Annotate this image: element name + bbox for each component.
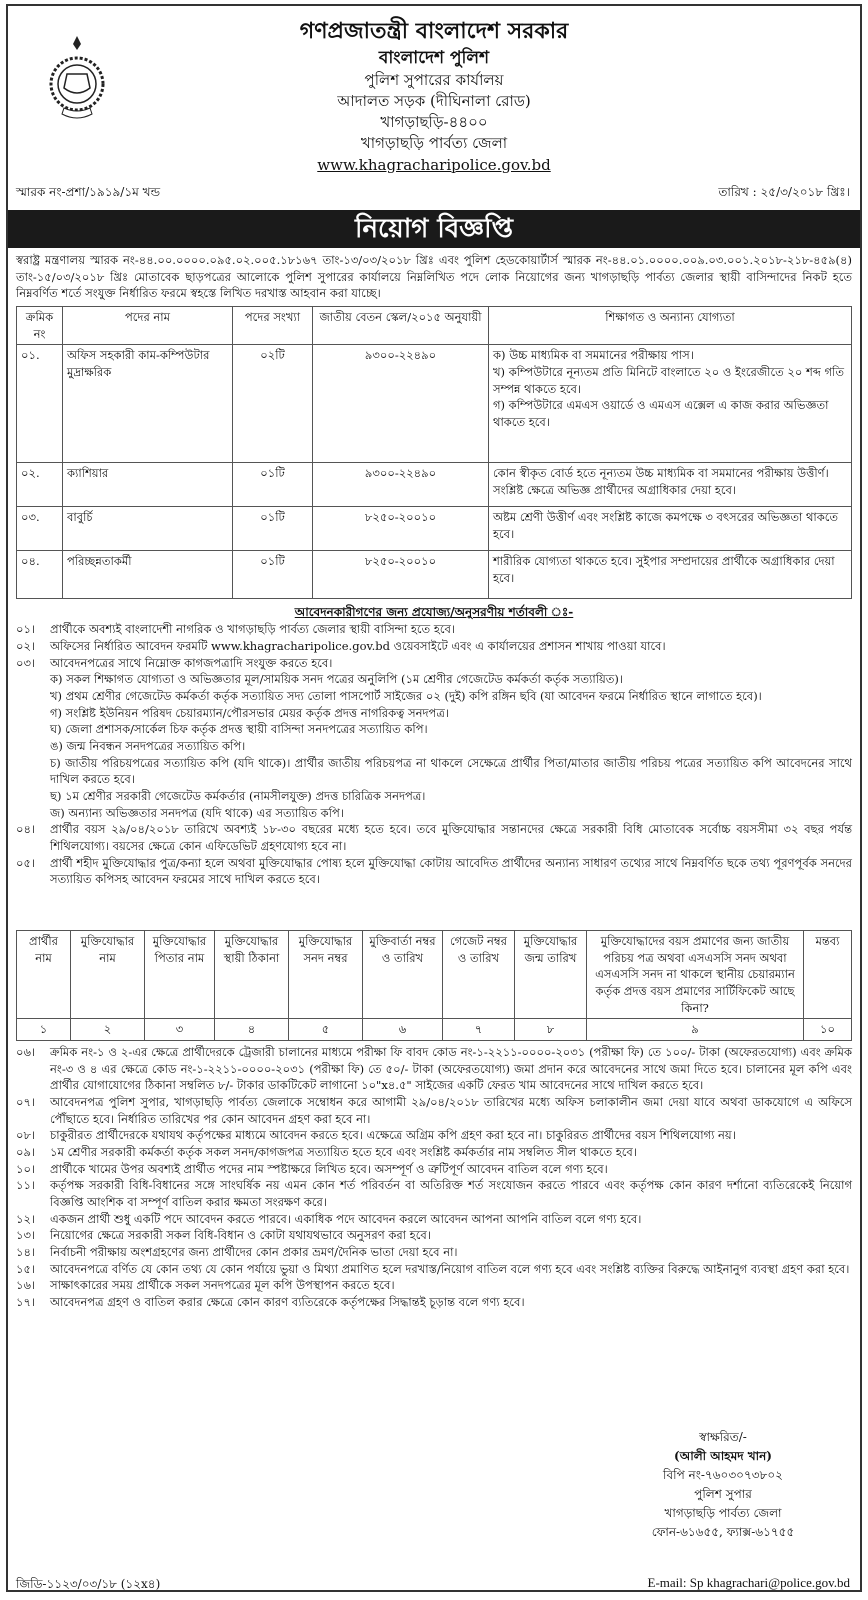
col-post-name: পদের নাম: [63, 307, 233, 345]
document-item: জ) অন্যান্য অভিজ্ঞতার সনদপত্র (যদি থাকে) এর সত্যায়িত কপি।: [50, 805, 344, 820]
condition-text: প্রার্থী শহীদ মুক্তিযোদ্ধার পুত্র/কন্যা হলে অথবা মুক্তিযোদ্ধার পোষ্য হলে মুক্তিযোদ্ধা কোটায় আবেদিত প্রার্থীদের অন্যান্য সাধারণ তথ্যের সাথে নিম্নবর্ণিত ছকে তথ্য পূরণপূর্বক সনদের সত্যায়িত কপিসহ আবেদন ফরমের সাথে দাখিল করতে হবে।: [50, 855, 852, 887]
ff-col: মুক্তিযোদ্ধার নাম: [71, 931, 145, 1019]
condition-text: প্রার্থীকে খামের উপর অবশ্যই প্রার্থীত পদের নাম স্পষ্টাক্ষরে লিখিত হবে। অসম্পূর্ণ ও ত্রুটিপূর্ণ আবেদন বাতিল বলে গণ্য হবে।: [50, 1161, 608, 1176]
condition-item: [16, 1244, 852, 1261]
ff-col: মুক্তিবার্তা নম্বর ও তারিখ: [363, 931, 443, 1019]
condition-number: ০৫।: [16, 855, 36, 870]
condition-number: ০৬।: [16, 1045, 36, 1059]
bp-number: বিপি নং-৭৬০৩০৭৩৮০২: [663, 1468, 783, 1482]
condition-text: আবেদনপত্র পুলিশ সুপার, খাগড়াছড়ি পার্বত্য জেলাকে সম্বোধন করে আগামী ২৯/০৪/২০১৮ তারিখের মধ্যে অফিস চলাকালীন জমা দেয়া যাবে অথবা ডাকযোগে এ অফিসে পৌঁছাতে হবে। নির্ধারিত তারিখের পর কোন আবেদন গ্রহণ করা হবে না।: [50, 1095, 852, 1126]
ff-number-row: [17, 1019, 852, 1041]
ff-col-number: ৬: [363, 1019, 443, 1041]
intro-paragraph: স্বরাষ্ট্র মন্ত্রণালয় স্মারক নং-৪৪.০০.০০০০.০৯৫.০২.০০৫.১৮১৬৭ তাং-১৩/০৩/২০১৮ খ্রিঃ এবং পুলিশ হেডকোয়ার্টার্স স্মারক নং-৪৪.০১.০০০০.০০৯.০৩.০০১.২০১৮-২১৮-৪৫৯(৪) তাং-১৫/০৩/২০১৮ খ্রিঃ মোতাবেক ছাড়পত্রের আলোকে পুলিশ সুপারের কার্যালয়ে নিম্নলিখিত পদে লোক নিয়োগের জন্য খাগড়াছড়ি পার্বত্য জেলার স্থায়ী বাসিন্দাদের নিকট হতে নিম্নবর্ণিত শর্তে সংযুক্ত নির্ধারিত ফরমে স্বহস্তে লিখিত দরখাস্ত আহবান করা যাচ্ছে।: [16, 253, 852, 301]
letterhead: [8, 16, 860, 176]
condition-number: ০১।: [16, 622, 36, 637]
ff-col-number: ৯: [587, 1019, 804, 1041]
ff-col: গেজেট নম্বর ও তারিখ: [443, 931, 515, 1019]
condition-number: ১৫।: [16, 1261, 36, 1276]
condition-item: [16, 621, 852, 638]
ff-col: মুক্তিযোদ্ধার জন্ম তারিখ: [515, 931, 587, 1019]
row-scale: ৯৩০০-২২৪৯০: [313, 345, 489, 463]
signatory-district: খাগড়াছড়ি পার্বত্য জেলা: [664, 1506, 782, 1520]
ff-table-header: [17, 931, 852, 1019]
row-count: ০১টি: [233, 463, 313, 507]
condition-number: ০৮।: [16, 1128, 36, 1143]
conditions-heading: আবেদনকারীগণের জন্য প্রযোজ্য/অনুসরণীয় শর্তাবলী ঃ-: [294, 605, 574, 619]
condition-item: [16, 1211, 852, 1228]
condition-text: কর্তৃপক্ষ সরকারী বিধি-বিধানের সঙ্গে সাংঘর্ষিক নয় এমন কোন শর্ত পরিবর্তন বা অতিরিক্ত শর্ত সংযোজন করতে পারবে এবং কর্তৃপক্ষ কোন কারণ দর্শানো ব্যতিরেকেই নিয়োগ বিজ্ঞপ্তি আংশিক বা সম্পূর্ণ বাতিল করার ক্ষমতা সংরক্ষণ করে।: [50, 1178, 852, 1210]
signature-block: [598, 1428, 848, 1542]
condition-number: ১২।: [16, 1211, 36, 1226]
conditions-section-a: [16, 604, 852, 888]
row-qualification: কোন স্বীকৃত বোর্ড হতে নূন্যতম উচ্চ মাধ্যমিক বা সমমানের পরীক্ষায় উত্তীর্ণ। সংশ্লিষ্ট ক্ষেত্রে অভিজ্ঞ প্রার্থীদের অগ্রাধিকার দেয়া হবে।: [489, 463, 852, 507]
document-item: চ) জাতীয় পরিচয়পত্রের সত্যায়িত কপি (যদি থাকে)। প্রার্থীর জাতীয় পরিচয়পত্র না থাকলে সেক্ষেত্রে প্রার্থীর পিতা/মাতার জাতীয় পরিচয় পত্রের সত্যায়িত কপি আবেদনের সাথে দাখিল করতে হবে।: [50, 755, 852, 787]
issue-date: তারিখ : ২৫/৩/২০১৮ খ্রিঃ।: [718, 185, 850, 199]
condition-item: [16, 1127, 852, 1144]
signed-label: স্বাক্ষরিত/-: [699, 1430, 747, 1444]
freedom-fighter-table: [16, 930, 852, 1041]
condition-text: ক্রমিক নং-১ ও ২-এর ক্ষেত্রে প্রার্থীদেরকে ট্রেজারী চালানের মাধ্যমে পরীক্ষা ফি বাবদ কোড নং-১-২২১১-০০০০-২০৩১ (পরীক্ষা ফি) তে ১০০/- টাকা (অফেরতযোগ্য) এবং ক্রমিক নং-৩ ও ৪ এর ক্ষেত্রে কোড নং-১-২২১১-০০০০-২০৩১ (পরীক্ষা ফি) তে ৫০/- টাকা (অফেরতযোগ্য) জমা প্রদান করে আবেদনের সাথে জমা দিতে হবে। চালানের মূল কপি এবং প্রার্থীর যোগাযোগের ঠিকানা সম্বলিত ৮/- টাকার ডাকটিকেট লাগানো ১০"x৪.৫" সাইজের একটি ফেরত খাম আবেদনের সাথে দাখিল করতে হবে।: [50, 1045, 852, 1093]
government-name: গণপ্রজাতন্ত্রী বাংলাদেশ সরকার: [299, 18, 569, 44]
condition-item: [16, 855, 852, 888]
posts-table: [16, 306, 852, 599]
condition-text: নিয়োগের ক্ষেত্রে সরকারী সকল বিধি-বিধান ও কোটা যথাযথভাবে অনুসরণ করা হবে।: [50, 1228, 431, 1243]
ff-col: মন্তব্য: [804, 931, 852, 1019]
col-serial: ক্রমিক নং: [17, 307, 63, 345]
conditions-section-c: [16, 1044, 852, 1311]
ff-col-number: ৪: [215, 1019, 289, 1041]
posts-table-header: [17, 307, 852, 345]
condition-item: [16, 1277, 852, 1294]
condition-item: [16, 1044, 852, 1094]
col-post-count: পদের সংখ্যা: [233, 307, 313, 345]
department-name: বাংলাদেশ পুলিশ: [378, 48, 490, 68]
row-count: ০১টি: [233, 507, 313, 551]
condition-number: ০৯।: [16, 1145, 36, 1160]
ff-col-number: ১: [17, 1019, 71, 1041]
notice-title: নিয়োগ বিজ্ঞপ্তি: [8, 210, 860, 248]
condition-item: [16, 821, 852, 854]
condition-item: [16, 1227, 852, 1244]
col-pay-scale: জাতীয় বেতন স্কেল/২০১৫ অনুযায়ী: [313, 307, 489, 345]
condition-item: [16, 1094, 852, 1127]
condition-text: সাক্ষাৎকারের সময় প্রার্থীকে সকল সনদপত্রের মূল কপি উপস্থাপন করতে হবে।: [50, 1278, 395, 1293]
row-scale: ৮২৫০-২০০১০: [313, 507, 489, 551]
row-post-name: পরিচ্ছন্নতাকর্মী: [63, 551, 233, 599]
qualification-line: গ) কম্পিউটারে এমএস ওয়ার্ডে ও এমএস এক্সেল এ কাজ করার অভিজ্ঞতা থাকতে হবে।: [493, 398, 829, 430]
qualification-line: খ) কম্পিউটারে নূন্যতম প্রতি মিনিটে বাংলাতে ২০ ও ইংরেজীতে ২০ শব্দ গতি সম্পন্ন থাকতে হবে।: [493, 365, 844, 396]
table-row: [17, 507, 852, 551]
ff-col: মুক্তিযোদ্ধার সনদ নম্বর: [289, 931, 363, 1019]
row-serial: ০৩.: [17, 507, 63, 551]
condition-text: আবেদনপত্রের সাথে নিম্নোক্ত কাগজপত্রাদি সংযুক্ত করতে হবে।: [50, 655, 333, 670]
row-count: ০২টি: [233, 345, 313, 463]
row-post-name: বাবুর্চি: [63, 507, 233, 551]
ff-col-number: ৫: [289, 1019, 363, 1041]
row-scale: ৯৩০০-২২৪৯০: [313, 463, 489, 507]
table-row: [17, 463, 852, 507]
condition-number: ০৩।: [16, 655, 36, 670]
condition-item: [16, 655, 852, 672]
phone-fax: ফোন-৬১৬৫৫, ফ্যাক্স-৬১৭৫৫: [651, 1525, 795, 1539]
condition-item: [16, 1261, 852, 1278]
document-item: ঘ) জেলা প্রশাসক/সার্কেল চিফ কর্তৃক প্রদত্ত স্থায়ী বাসিন্দা সনদপত্রের সত্যায়িত কপি।: [50, 722, 428, 737]
condition-text: অফিসের নির্ধারিত আবেদন ফরমটি www.khagracharipolice.gov.bd ওয়েবসাইটে এবং এ কার্যালয়ের প্রশাসন শাখায় পাওয়া যাবে।: [50, 639, 666, 654]
row-qualification: [489, 345, 852, 463]
condition-item: [16, 1294, 852, 1311]
condition-number: ১০।: [16, 1161, 36, 1176]
ff-col: প্রার্থীর নাম: [17, 931, 71, 1019]
document-item: গ) সংশ্লিষ্ট ইউনিয়ন পরিষদ চেয়ারম্যান/পৌরসভার মেয়র কর্তৃক প্রদত্ত নাগরিকত্ব সনদপত্র।: [50, 705, 449, 720]
ff-col-number: ৩: [145, 1019, 215, 1041]
row-serial: ০১.: [17, 345, 63, 463]
document-item: ছ) ১ম শ্রেণীর সরকারী গেজেটেড কর্মকর্তার (নামসীলযুক্ত) প্রদত্ত চারিত্রিক সনদপত্র।: [50, 789, 426, 804]
ff-col: মুক্তিযোদ্ধার পিতার নাম: [145, 931, 215, 1019]
office-district: খাগড়াছড়ি পার্বত্য জেলা: [360, 134, 508, 152]
office-name: পুলিশ সুপারের কার্যালয়: [364, 71, 504, 89]
condition-text: প্রার্থীকে অবশ্যই বাংলাদেশী নাগরিক ও খাগড়াছড়ি পার্বত্য জেলার স্থায়ী বাসিন্দা হতে হবে।: [50, 622, 456, 637]
condition-item: [16, 1144, 852, 1161]
condition-text: ১ম শ্রেণীর সরকারী কর্মকর্তা কর্তৃক সকল সনদ/কাগজপত্র সত্যায়িত হতে হবে এবং সংশ্লিষ্ট কর্মকর্তার নাম সম্বলিত সীল থাকতে হবে।: [50, 1145, 637, 1160]
condition-text: আবেদনপত্র গ্রহণ ও বাতিল করার ক্ষেত্রে কোন কারণ ব্যতিরেকে কর্তৃপক্ষের সিদ্ধান্তই চূড়ান্ত বলে গণ্য হবে।: [50, 1295, 525, 1310]
condition-item: [16, 638, 852, 655]
condition-number: ০৪।: [16, 822, 36, 837]
row-count: ০১টি: [233, 551, 313, 599]
condition-number: ১৪।: [16, 1245, 36, 1260]
condition-number: ০৭।: [16, 1095, 36, 1110]
qualification-line: ক) উচ্চ মাধ্যমিক বা সমমানের পরীক্ষায় পাস।: [493, 348, 694, 363]
condition-text: একজন প্রার্থী শুধু একটি পদে আবেদন করতে পারবে। একাধিক পদে আবেদন করলে আবেদন আপনা আপনি বাতিল বলে গণ্য হবে।: [50, 1211, 642, 1226]
row-post-name: অফিস সহকারী কাম-কম্পিউটার মুদ্রাক্ষরিক: [63, 345, 233, 463]
gd-code: জিডি-১১২৩/০৩/১৮ (১২x৪): [16, 1577, 161, 1591]
ff-col: মুক্তিযোদ্ধার স্থায়ী ঠিকানা: [215, 931, 289, 1019]
ff-col-number: ২: [71, 1019, 145, 1041]
condition-number: ১৩।: [16, 1228, 36, 1243]
table-row: [17, 551, 852, 599]
document-item: ঙ) জন্ম নিবন্ধন সনদপত্রের সত্যায়িত কপি।: [50, 739, 246, 754]
condition-item: [16, 1177, 852, 1210]
ff-col-number: ৭: [443, 1019, 515, 1041]
ff-col-number: ৮: [515, 1019, 587, 1041]
office-road: আদালত সড়ক (দীঘিনালা রোড): [337, 92, 531, 110]
row-serial: ০৪.: [17, 551, 63, 599]
condition-text: চাকুরীরত প্রার্থীদেরকে যথাযথ কর্তৃপক্ষের মাধ্যমে আবেদন করতে হবে। এক্ষেত্রে অগ্রিম কপি গ্রহণ করা হবে না। চাকুরিরত প্রার্থীদের বয়স শিথিলযোগ্য নয়।: [50, 1128, 736, 1143]
row-qualification: অষ্টম শ্রেণী উত্তীর্ণ এবং সংশ্লিষ্ট কাজে কমপক্ষে ৩ বৎসরের অভিজ্ঞতা থাকতে হবে।: [489, 507, 852, 551]
row-scale: ৮২৫০-২০০১০: [313, 551, 489, 599]
condition-text: প্রার্থীর বয়স ২৯/০৪/২০১৮ তারিখে অবশ্যই ১৮-৩০ বছরের মধ্যে হতে হবে। তবে মুক্তিযোদ্ধার সন্তানদের ক্ষেত্রে সরকারী বিধি মোতাবেক সর্বোচ্চ বয়সসীমা ৩২ বছর পর্যন্ত শিথিলযোগ্য। বয়সের ক্ষেত্রে কোন এফিডেভিট গ্রহণযোগ্য হবে না।: [50, 822, 852, 854]
table-row: [17, 345, 852, 463]
ff-col: মুক্তিযোদ্ধাদের বয়স প্রমাণের জন্য জাতীয় পরিচয় পত্র অথবা এসএসসি সনদ অথবা এসএসসি সনদ না থাকলে স্থানীয় চেয়ারম্যান কর্তৃক প্রদত্ত বয়স প্রমাণের সার্টিফিকেট আছে কিনা?: [587, 931, 804, 1019]
document-item: খ) প্রথম শ্রেণীর গেজেটেড কর্মকর্তা কর্তৃক সত্যায়িত সদ্য তোলা পাসপোর্ট সাইজের ০২ (দুই) কপি রঙ্গিন ছবি (যা আবেদন ফরমে নির্ধারিত স্থানে লাগাতে হবে)।: [50, 689, 762, 704]
ff-col-number: ১০: [804, 1019, 852, 1041]
row-post-name: ক্যাশিয়ার: [63, 463, 233, 507]
condition-number: ১১।: [16, 1178, 36, 1193]
document-item: ক) সকল শিক্ষাগত যোগ্যতা ও অভিজ্ঞতার মূল/সাময়িক সনদ পত্রের অনুলিপি (১ম শ্রেণীর গেজেটেড কর্মকর্তা কর্তৃক সত্যায়িত)।: [50, 672, 624, 687]
col-qualification: শিক্ষাগত ও অন্যান্য যোগ্যতা: [489, 307, 852, 345]
condition-text: আবেদনপত্রে বর্ণিত যে কোন তথ্য যে কোন পর্যায়ে ভুয়া ও মিথ্যা প্রমাণিত হলে দরখাস্ত/নিয়োগ বাতিল বলে গণ্য হবে এবং সংশ্লিষ্ট ব্যক্তির বিরুদ্ধে আইনানুগ ব্যবস্থা গ্রহণ করা হবে।: [50, 1261, 850, 1276]
website-link[interactable]: www.khagracharipolice.gov.bd: [317, 156, 551, 174]
row-serial: ০২.: [17, 463, 63, 507]
email-contact[interactable]: E-mail: Sp khagrachari@police.gov.bd: [647, 1575, 850, 1590]
condition-item: [16, 1161, 852, 1178]
memo-number: স্মারক নং-প্রশা/১৯১৯/১ম খন্ড: [16, 185, 161, 199]
condition-number: ১৬।: [16, 1278, 36, 1293]
row-qualification: শারীরিক যোগ্যতা থাকতে হবে। সুইপার সম্প্রদায়ের প্রার্থীকে অগ্রাধিকার দেয়া হবে।: [489, 551, 852, 599]
condition-text: নির্বাচনী পরীক্ষায় অংশগ্রহণের জন্য প্রার্থীদের কোন প্রকার ভ্রমণ/দৈনিক ভাতা দেয়া হবে না।: [50, 1245, 458, 1260]
signatory-name: (আলী আহমদ খান): [674, 1449, 772, 1463]
condition-number: ১৭।: [16, 1295, 36, 1310]
job-circular-document: [6, 4, 862, 1592]
office-postal: খাগড়াছড়ি-৪৪০০: [380, 113, 488, 131]
condition-number: ০২।: [16, 639, 36, 654]
designation: পুলিশ সুপার: [694, 1487, 752, 1501]
